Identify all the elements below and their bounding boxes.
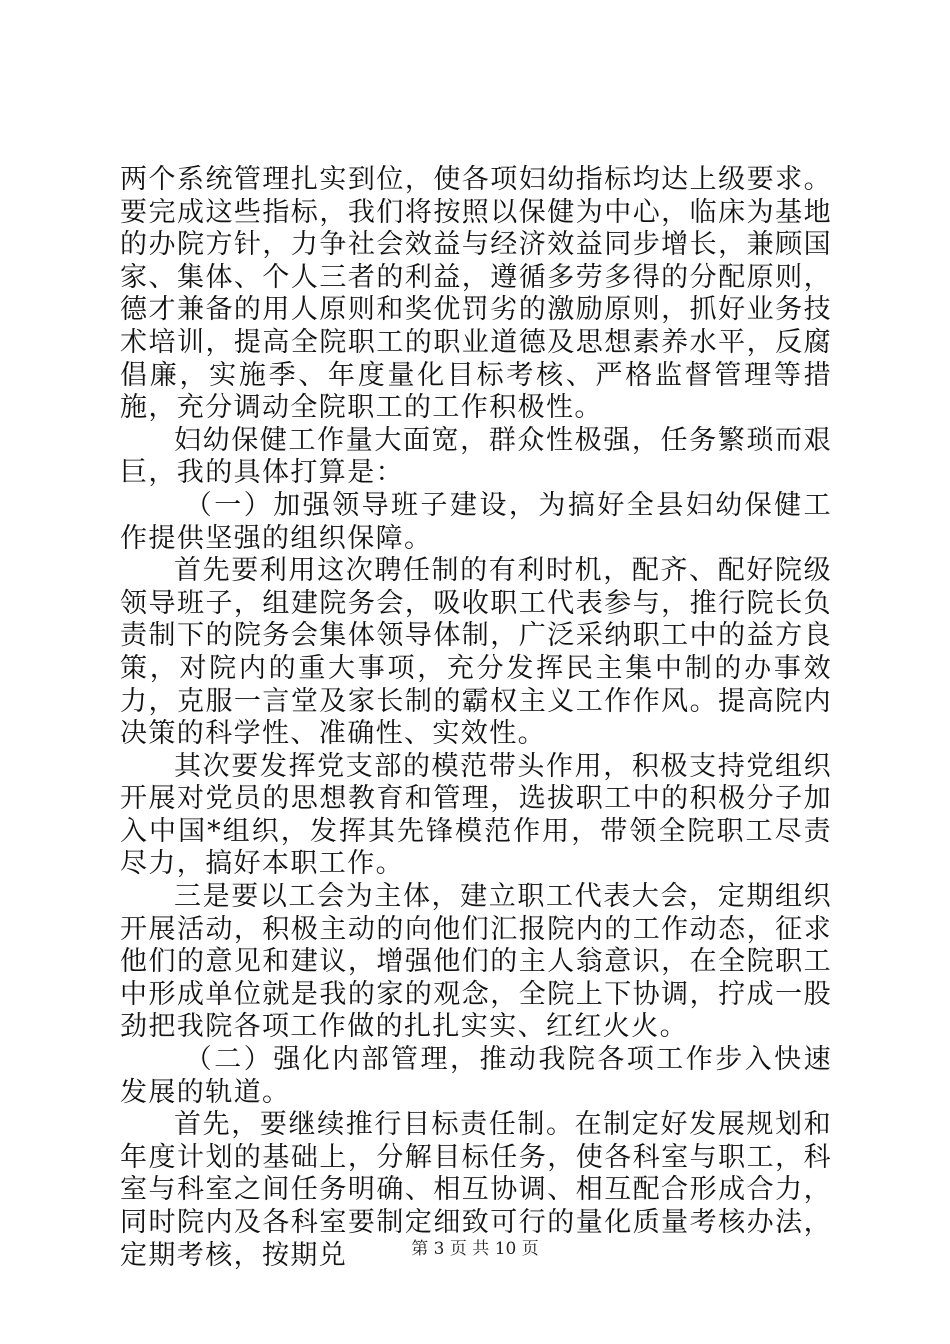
document-body (120, 164, 832, 1272)
paragraph-party-branch: 其次要发挥党支部的模范带头作用，积极支持党组织开展对党员的思想教育和管理，选拔职工中的积极分子加入中国*组织，发挥其先锋模范作用，带领全院职工尽责尽力，搞好本职工作。 (120, 750, 832, 880)
paragraph-target-responsibility: 首先，要继续推行目标责任制。在制定好发展规划和年度计划的基础上，分解目标任务，使各科室与职工，科室与科室之间任务明确、相互协调、相互配合形成合力，同时院内及各科室要制定细致可行的量化质量考核办法，定期考核，按期兑 (120, 1109, 832, 1271)
paragraph-work-plan-intro: 妇幼保健工作量大面宽，群众性极强，任务繁琐而艰巨，我的具体打算是： (120, 424, 832, 489)
section-heading-internal-management: （二）强化内部管理，推动我院各项工作步入快速发展的轨道。 (120, 1044, 832, 1108)
paragraph-labor-union: 三是要以工会为主体，建立职工代表大会，定期组织开展活动，积极主动的向他们汇报院内的工作动态，征求他们的意见和建议，增强他们的主人翁意识，在全院职工中形成单位就是我的家的观念，全院上下协调，拧成一股劲把我院各项工作做的扎扎实实、红红火火。 (120, 881, 832, 1043)
paragraph-leadership-team: 首先要利用这次聘任制的有利时机，配齐、配好院级领导班子，组建院务会，吸收职工代表参与，推行院长负责制下的院务会集体领导体制，广泛采纳职工中的益方良策，对院内的重大事项，充分发挥民主集中制的办事效力，克服一言堂及家长制的霸权主义工作作风。提高院内决策的科学性、准确性、实效性。 (120, 555, 832, 750)
page-number-footer: 第 3 页 共 10 页 (411, 1239, 539, 1259)
paragraph-continued-goals: 两个系统管理扎实到位，使各项妇幼指标均达上级要求。要完成这些指标，我们将按照以保健为中心，临床为基地的办院方针，力争社会效益与经济效益同步增长，兼顾国家、集体、个人三者的利益，遵循多劳多得的分配原则，德才兼备的用人原则和奖优罚劣的激励原则，抓好业务技术培训，提高全院职工的职业道德及思想素养水平，反腐倡廉，实施季、年度量化目标考核、严格监督管理等措施，充分调动全院职工的工作积极性。 (120, 164, 832, 424)
section-heading-leadership: （一）加强领导班子建设，为搞好全县妇幼保健工作提供坚强的组织保障。 (120, 489, 832, 554)
